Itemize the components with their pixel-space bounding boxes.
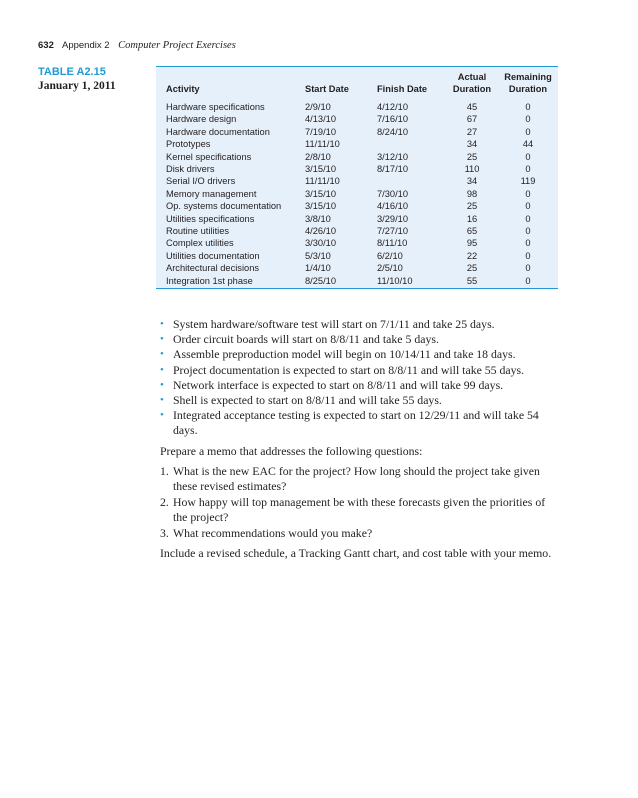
cell-finish-date: 7/27/10	[377, 226, 409, 237]
bullet-item	[160, 393, 560, 408]
cell-finish-date: 4/12/10	[377, 102, 409, 112]
bullet-dot-icon: •	[160, 333, 164, 346]
table-row	[166, 113, 557, 125]
cell-remaining-duration: 0	[525, 263, 531, 274]
table-label: TABLE A2.15	[38, 66, 106, 78]
table-row	[166, 213, 557, 225]
cell-start-date: 3/15/10	[305, 201, 337, 212]
col-header-remaining-duration: Remaining Duration	[504, 72, 552, 94]
cell-finish-date: 6/2/10	[377, 250, 403, 261]
schedule-table	[166, 71, 557, 287]
cell-remaining-duration: 0	[525, 151, 531, 162]
cell-activity: Memory management	[166, 188, 257, 199]
cell-finish-date: 7/16/10	[377, 114, 409, 125]
cell-activity: Serial I/O drivers	[166, 176, 236, 187]
question-number: 1.	[160, 463, 169, 478]
col-header-finish-date: Finish Date	[377, 84, 428, 94]
bullet-item	[160, 347, 560, 362]
exercise-text	[160, 317, 560, 561]
cell-actual-duration: 25	[466, 151, 478, 162]
bullet-text: Assemble preproduction model will begin on 10/14/11 and take 18 days.	[173, 347, 516, 362]
table-row	[166, 163, 557, 175]
cell-activity: Utilities specifications	[166, 213, 255, 224]
table-row	[166, 262, 557, 274]
table-header-row	[166, 71, 557, 101]
cell-activity: Disk drivers	[166, 164, 215, 175]
cell-activity: Architectural decisions	[166, 263, 260, 274]
table-row	[166, 250, 557, 262]
question-text: What is the new EAC for the project? How long should the project take given these revised estimates?	[173, 463, 540, 493]
cell-remaining-duration: 0	[525, 226, 531, 237]
bullet-item	[160, 363, 560, 378]
cell-start-date: 1/4/10	[305, 263, 331, 274]
question-list	[160, 464, 560, 541]
cell-actual-duration: 34	[466, 176, 478, 187]
table-row	[166, 151, 557, 163]
bullet-item	[160, 332, 560, 347]
cell-remaining-duration: 119	[520, 176, 536, 187]
cell-start-date: 5/3/10	[305, 250, 331, 261]
page-number: 632	[38, 40, 54, 51]
question-item	[160, 526, 560, 541]
bullet-text: Shell is expected to start on 8/8/11 and will take 55 days.	[173, 393, 442, 408]
cell-activity: Prototypes	[166, 139, 211, 150]
cell-finish-date: 11/10/10	[377, 275, 413, 286]
cell-start-date: 7/19/10	[305, 126, 337, 137]
cell-actual-duration: 98	[466, 188, 478, 199]
header-title: Computer Project Exercises	[118, 40, 236, 51]
table-row	[166, 237, 557, 249]
cell-actual-duration: 45	[466, 102, 478, 112]
cell-finish-date	[377, 138, 445, 150]
cell-actual-duration: 65	[466, 226, 478, 237]
cell-finish-date: 4/16/10	[377, 201, 409, 212]
cell-start-date: 11/11/10	[305, 176, 340, 187]
col-header-activity: Activity	[166, 84, 200, 94]
bullet-dot-icon: •	[160, 394, 164, 407]
cell-actual-duration: 16	[466, 213, 478, 224]
bullet-list	[160, 317, 560, 439]
cell-start-date: 4/13/10	[305, 114, 337, 125]
intro-paragraph: Prepare a memo that addresses the following questions:	[160, 443, 423, 458]
cell-start-date: 3/15/10	[305, 164, 337, 175]
table-row	[166, 126, 557, 138]
cell-finish-date: 8/24/10	[377, 126, 409, 137]
cell-start-date: 3/30/10	[305, 238, 337, 249]
cell-start-date: 3/15/10	[305, 188, 337, 199]
closing-paragraph: Include a revised schedule, a Tracking Gantt chart, and cost table with your memo.	[160, 545, 552, 560]
cell-start-date: 11/11/10	[305, 139, 340, 150]
cell-actual-duration: 27	[466, 126, 478, 137]
bullet-dot-icon: •	[160, 318, 164, 330]
cell-start-date: 2/8/10	[305, 151, 331, 162]
cell-actual-duration: 25	[466, 263, 478, 274]
table-row	[166, 175, 557, 187]
cell-remaining-duration: 0	[525, 201, 531, 212]
table-row	[166, 188, 557, 200]
cell-actual-duration: 95	[466, 238, 478, 249]
table-row	[166, 138, 557, 150]
cell-activity: Kernel specifications	[166, 151, 252, 162]
cell-finish-date: 2/5/10	[377, 263, 403, 274]
cell-remaining-duration: 0	[525, 188, 531, 199]
cell-remaining-duration: 0	[525, 164, 531, 175]
running-header	[38, 40, 236, 51]
table-panel	[156, 66, 558, 289]
bullet-text: Order circuit boards will start on 8/8/11 and take 5 days.	[173, 332, 439, 347]
table-row	[166, 200, 557, 212]
cell-remaining-duration: 44	[522, 139, 534, 150]
cell-actual-duration: 34	[466, 139, 478, 150]
bullet-item	[160, 317, 560, 332]
cell-activity: Op. systems documentation	[166, 201, 282, 212]
cell-finish-date: 3/12/10	[377, 151, 409, 162]
cell-remaining-duration: 0	[525, 238, 531, 249]
bullet-dot-icon: •	[160, 348, 164, 361]
cell-remaining-duration: 0	[525, 250, 531, 261]
cell-finish-date: 3/29/10	[377, 213, 409, 224]
bullet-text: Project documentation is expected to start on 8/8/11 and will take 55 days.	[173, 362, 525, 377]
question-item	[160, 464, 560, 494]
cell-activity: Routine utilities	[166, 226, 230, 237]
cell-activity: Complex utilities	[166, 238, 234, 249]
question-text: How happy will top management be with these forecasts given the priorities of the project?	[173, 494, 546, 524]
cell-actual-duration: 55	[466, 275, 478, 286]
cell-finish-date: 7/30/10	[377, 188, 409, 199]
bullet-dot-icon: •	[160, 363, 164, 376]
cell-activity: Hardware documentation	[166, 126, 270, 137]
question-number: 2.	[160, 494, 169, 509]
cell-activity: Utilities documentation	[166, 250, 260, 261]
cell-start-date: 8/25/10	[305, 275, 337, 286]
cell-actual-duration: 110	[464, 164, 480, 175]
cell-finish-date: 8/17/10	[377, 164, 409, 175]
cell-remaining-duration: 0	[525, 102, 531, 112]
table-body	[166, 101, 557, 287]
col-header-actual-duration: Actual Duration	[452, 72, 492, 94]
cell-start-date: 4/26/10	[305, 226, 337, 237]
cell-actual-duration: 25	[466, 201, 478, 212]
cell-actual-duration: 22	[466, 250, 478, 261]
cell-start-date: 2/9/10	[305, 102, 331, 112]
question-text: What recommendations would you make?	[173, 525, 373, 540]
col-header-start-date: Start Date	[305, 84, 349, 94]
bullet-text: Integrated acceptance testing is expected to start on 12/29/11 and will take 54 days.	[173, 408, 539, 438]
bullet-dot-icon: •	[160, 378, 164, 391]
bullet-dot-icon: •	[160, 409, 164, 422]
bullet-text: System hardware/software test will start on 7/1/11 and take 25 days.	[173, 317, 495, 331]
cell-actual-duration: 67	[466, 114, 478, 125]
question-item	[160, 495, 560, 525]
bullet-text: Network interface is expected to start on 8/8/11 and will take 99 days.	[173, 377, 504, 392]
cell-activity: Hardware specifications	[166, 102, 265, 112]
cell-remaining-duration: 0	[525, 275, 531, 286]
header-section: Appendix 2	[61, 40, 110, 51]
question-number: 3.	[160, 525, 169, 540]
cell-activity: Integration 1st phase	[166, 275, 253, 286]
cell-remaining-duration: 0	[525, 114, 531, 125]
cell-activity: Hardware design	[166, 114, 237, 125]
cell-start-date: 3/8/10	[305, 213, 331, 224]
cell-finish-date: 8/11/10	[377, 238, 408, 249]
table-date: January 1, 2011	[38, 80, 116, 92]
bullet-item	[160, 378, 560, 393]
bullet-item	[160, 408, 560, 438]
cell-remaining-duration: 0	[525, 126, 531, 137]
table-row	[166, 225, 557, 237]
cell-remaining-duration: 0	[525, 213, 531, 224]
table-row	[166, 275, 557, 287]
cell-finish-date	[377, 175, 445, 187]
table-row	[166, 101, 557, 113]
